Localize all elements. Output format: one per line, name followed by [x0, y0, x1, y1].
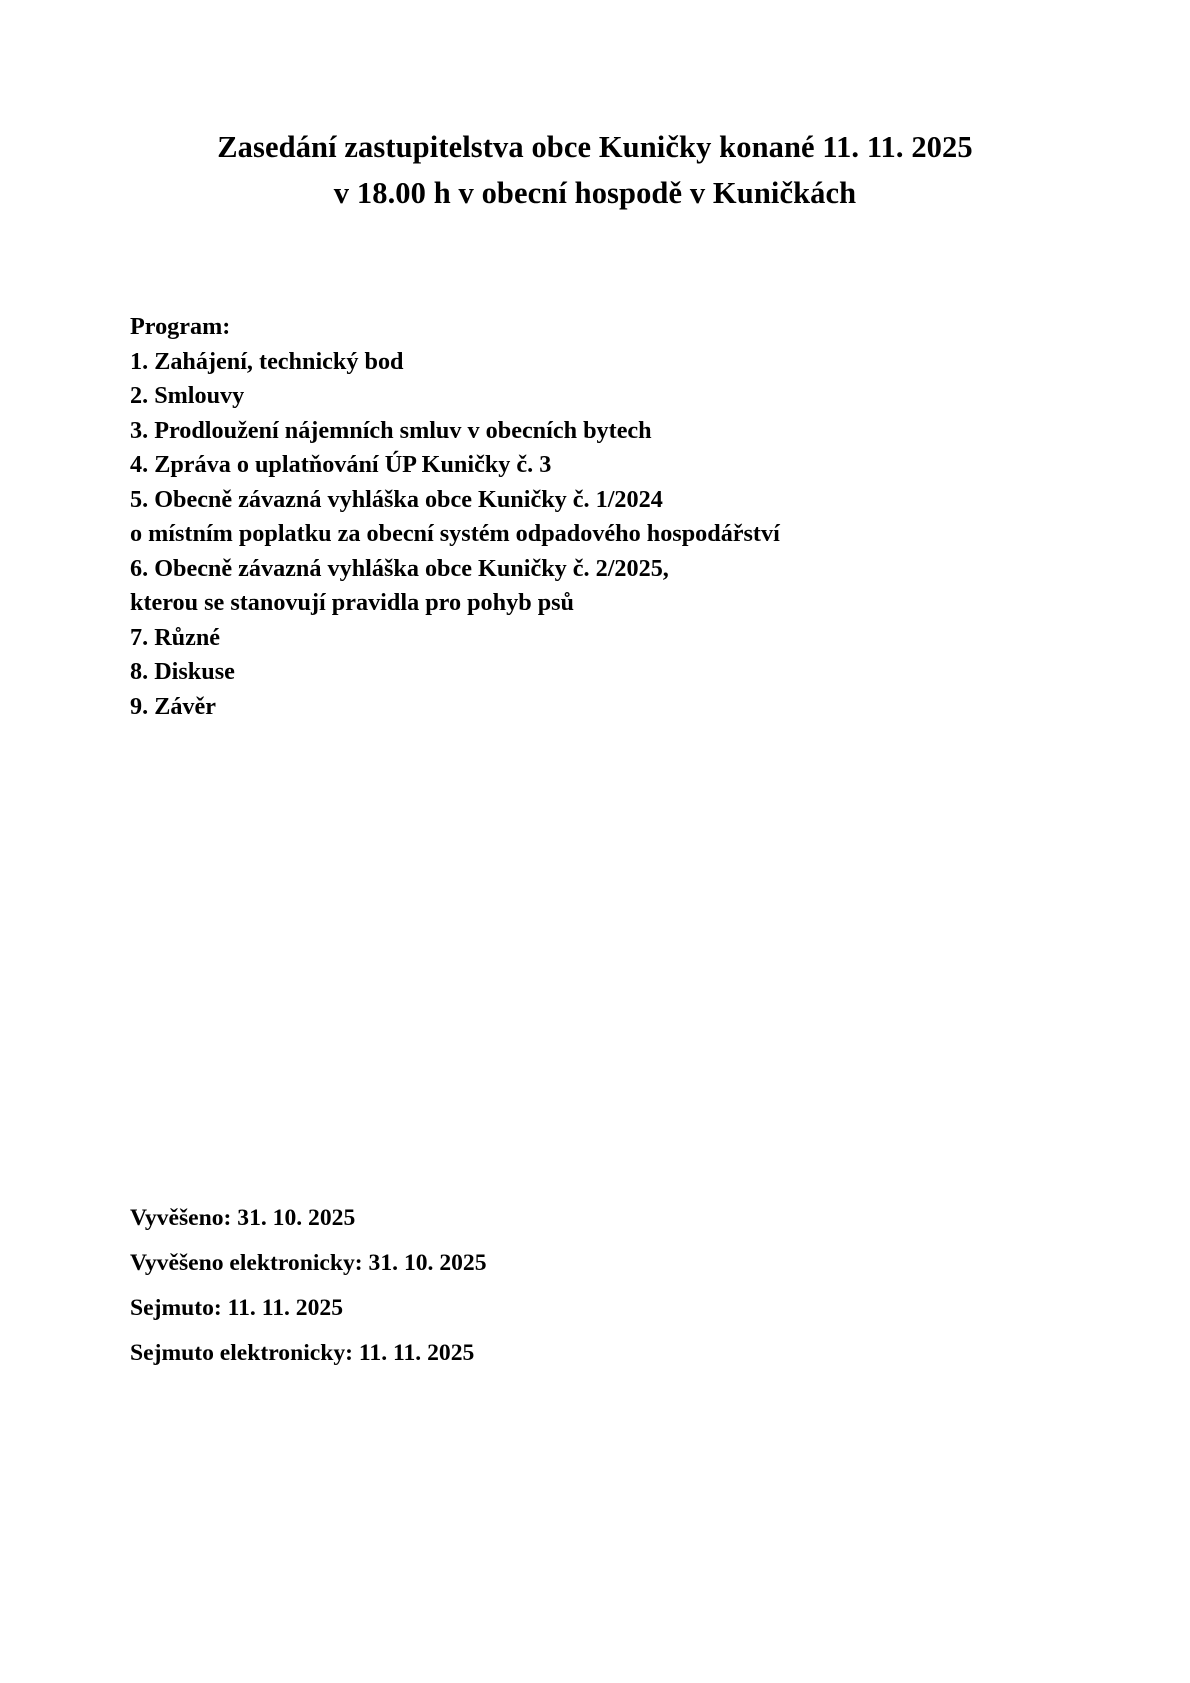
posted-electronically-date: Vyvěšeno elektronicky: 31. 10. 2025 — [130, 1250, 487, 1276]
title-line-2: v 18.00 h v obecní hospodě v Kuničkách — [333, 176, 857, 210]
program-item-1: 1. Zahájení, technický bod — [130, 347, 404, 375]
removed-electronically-date: Sejmuto elektronicky: 11. 11. 2025 — [130, 1340, 475, 1366]
program-item-4: 4. Zpráva o uplatňování ÚP Kuničky č. 3 — [130, 451, 552, 478]
program-item-6: 6. Obecně závazná vyhláška obce Kuničky č. 2/2025, — [130, 554, 669, 582]
page-title — [0, 124, 1190, 216]
program-item-9: 9. Závěr — [130, 692, 216, 720]
program-section — [130, 310, 1110, 724]
removed-date: Sejmuto: 11. 11. 2025 — [130, 1295, 343, 1321]
posting-dates-section — [130, 1196, 1030, 1376]
program-item-7: 7. Různé — [130, 623, 221, 651]
program-item-2: 2. Smlouvy — [130, 382, 245, 409]
title-line-1: Zasedání zastupitelstva obce Kuničky konané 11. 11. 2025 — [217, 130, 973, 164]
program-heading: Program: — [130, 313, 231, 340]
program-item-5: 5. Obecně závazná vyhláška obce Kuničky č. 1/2024 — [130, 485, 663, 513]
program-item-5-continuation: o místním poplatku za obecní systém odpadového hospodářství — [130, 520, 780, 547]
posted-date: Vyvěšeno: 31. 10. 2025 — [130, 1205, 356, 1231]
program-item-3: 3. Prodloužení nájemních smluv v obecních bytech — [130, 416, 652, 444]
program-item-8: 8. Diskuse — [130, 658, 235, 685]
program-item-6-continuation: kterou se stanovují pravidla pro pohyb psů — [130, 589, 575, 616]
